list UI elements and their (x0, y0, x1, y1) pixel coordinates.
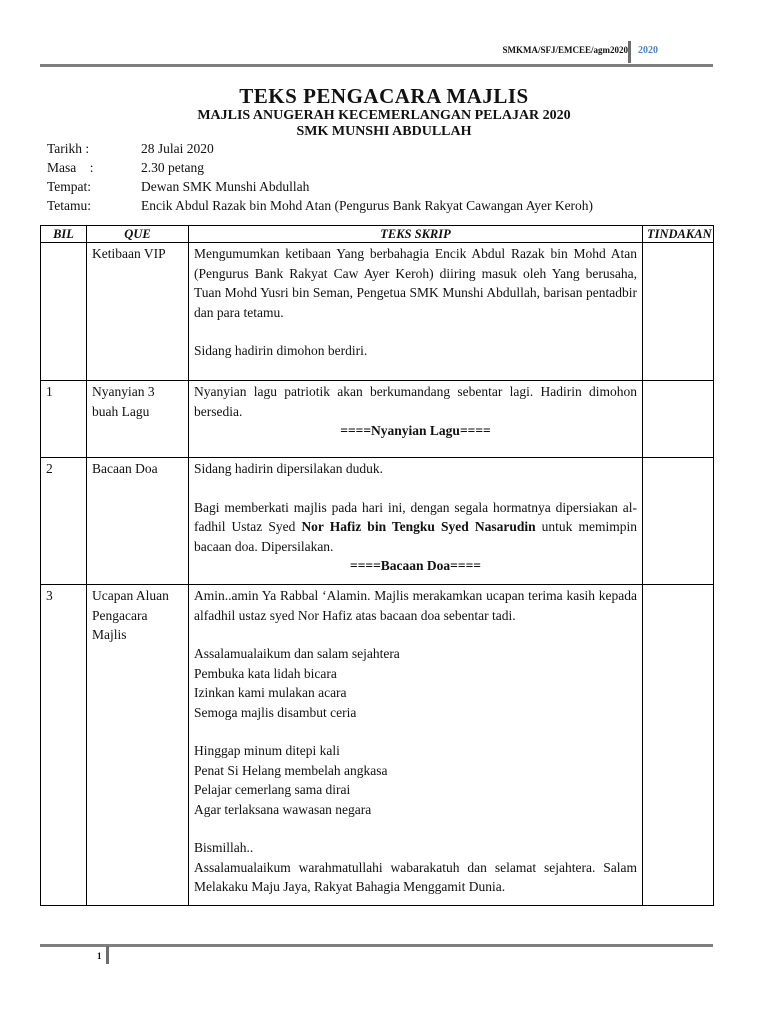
pantun-line: Pembuka kata lidah bicara (194, 665, 337, 681)
column-header-tindakan: TINDAKAN (643, 226, 714, 243)
script-paragraph: Sidang hadirin dimohon berdiri. (194, 343, 368, 358)
cell-bil: 1 (41, 381, 87, 458)
column-header-teks: TEKS SKRIP (189, 226, 643, 243)
script-paragraph: Assalamualaikum warahmatullahi wabarakatuh dan selamat sejahtera. Salam Melakaku Maju Jaya, Rakyat Bahagia Menggamit Dunia. (194, 859, 637, 894)
cell-tindakan (643, 243, 714, 381)
column-header-que: QUE (87, 226, 189, 243)
cell-tindakan (643, 381, 714, 458)
pantun-line: Izinkan kami mulakan acara (194, 685, 347, 700)
table-row (41, 458, 714, 585)
script-paragraph: Nyanyian lagu patriotik akan berkumandang sebentar lagi. Hadirin dimohon bersedia. (194, 384, 637, 419)
info-value: Encik Abdul Razak bin Mohd Atan (Pengurus Bank Rakyat Cawangan Ayer Keroh) (141, 198, 594, 213)
footer-separator (106, 946, 109, 964)
pantun-line: Pelajar cemerlang sama dirai (194, 782, 351, 797)
table-row (41, 585, 714, 906)
info-label: Tarikh : (47, 141, 90, 156)
info-value: 2.30 petang (141, 160, 204, 175)
section-marker: ====Bacaan Doa==== (350, 558, 481, 573)
footer-rule (40, 944, 713, 947)
cell-teks (189, 585, 643, 906)
cell-bil (41, 243, 87, 381)
school-name: SMK MUNSHI ABDULLAH (296, 124, 472, 139)
table-header-row (41, 226, 714, 243)
header-year: 2020 (638, 45, 658, 56)
section-marker: ====Nyanyian Lagu==== (340, 423, 491, 438)
cell-teks (189, 458, 643, 585)
pantun-line: Assalamualaikum dan salam sejahtera (194, 646, 400, 661)
column-header-bil: BIL (41, 226, 87, 243)
script-paragraph (194, 498, 637, 557)
info-label: Tetamu: (47, 198, 92, 213)
info-value: Dewan SMK Munshi Abdullah (141, 179, 310, 194)
pantun-line: Agar terlaksana wawasan negara (194, 801, 372, 817)
header-rule (40, 64, 713, 67)
cell-teks (189, 381, 643, 458)
info-label: Tempat: (47, 179, 92, 194)
page-title: TEKS PENGACARA MAJLIS (239, 84, 529, 108)
cell-bil: 2 (41, 458, 87, 585)
cell-que: Bacaan Doa (87, 458, 189, 585)
pantun-line: Semoga majlis disambut ceria (194, 704, 357, 720)
script-text: Bagi memberkati majlis pada hari ini, dengan segala hormatnya dipersiakan al-fadhil Ustaz Syed (194, 499, 637, 534)
info-label: Masa : (47, 160, 94, 175)
table-row (41, 243, 714, 381)
script-paragraph: Bismillah.. (194, 840, 254, 855)
script-text: untuk memimpin bacaan doa. Dipersilakan. (194, 519, 637, 554)
info-value: 28 Julai 2020 (141, 141, 214, 156)
cell-que: Ketibaan VIP (87, 243, 189, 381)
page-number: 1 (97, 951, 102, 961)
cell-tindakan (643, 458, 714, 585)
script-paragraph: Mengumumkan ketibaan Yang berbahagia Encik Abdul Razak bin Mohd Atan (Pengurus Bank Rakyat Caw Ayer Keroh) diiring masuk oleh Yang berusaha, Tuan Mohd Yusri bin Seman, Pengetua SMK Munshi Abdullah, barisan pentadbir dan para tetamu. (194, 246, 637, 320)
header-separator (628, 41, 631, 63)
imam-name: Nor Hafiz bin Tengku Syed Nasarudin (301, 519, 536, 534)
table-row (41, 381, 714, 458)
pantun-line: Penat Si Helang membelah angkasa (194, 762, 388, 778)
document-code: SMKMA/SFJ/EMCEE/agm2020 (502, 45, 628, 55)
script-paragraph: Sidang hadirin dipersilakan duduk. (194, 461, 383, 476)
cell-tindakan (643, 585, 714, 906)
cell-que: Nyanyian 3 buah Lagu (87, 381, 189, 458)
script-paragraph: Amin..amin Ya Rabbal ‘Alamin. Majlis merakamkan ucapan terima kasih kepada alfadhil ustaz syed Nor Hafiz atas bacaan doa sebentar tadi. (194, 588, 637, 623)
script-table (40, 225, 714, 906)
cell-que: Ucapan Aluan Pengacara Majlis (87, 585, 189, 906)
cell-bil: 3 (41, 585, 87, 906)
pantun-line: Hinggap minum ditepi kali (194, 743, 340, 758)
event-title: MAJLIS ANUGERAH KECEMERLANGAN PELAJAR 2020 (197, 108, 571, 123)
cell-teks (189, 243, 643, 381)
